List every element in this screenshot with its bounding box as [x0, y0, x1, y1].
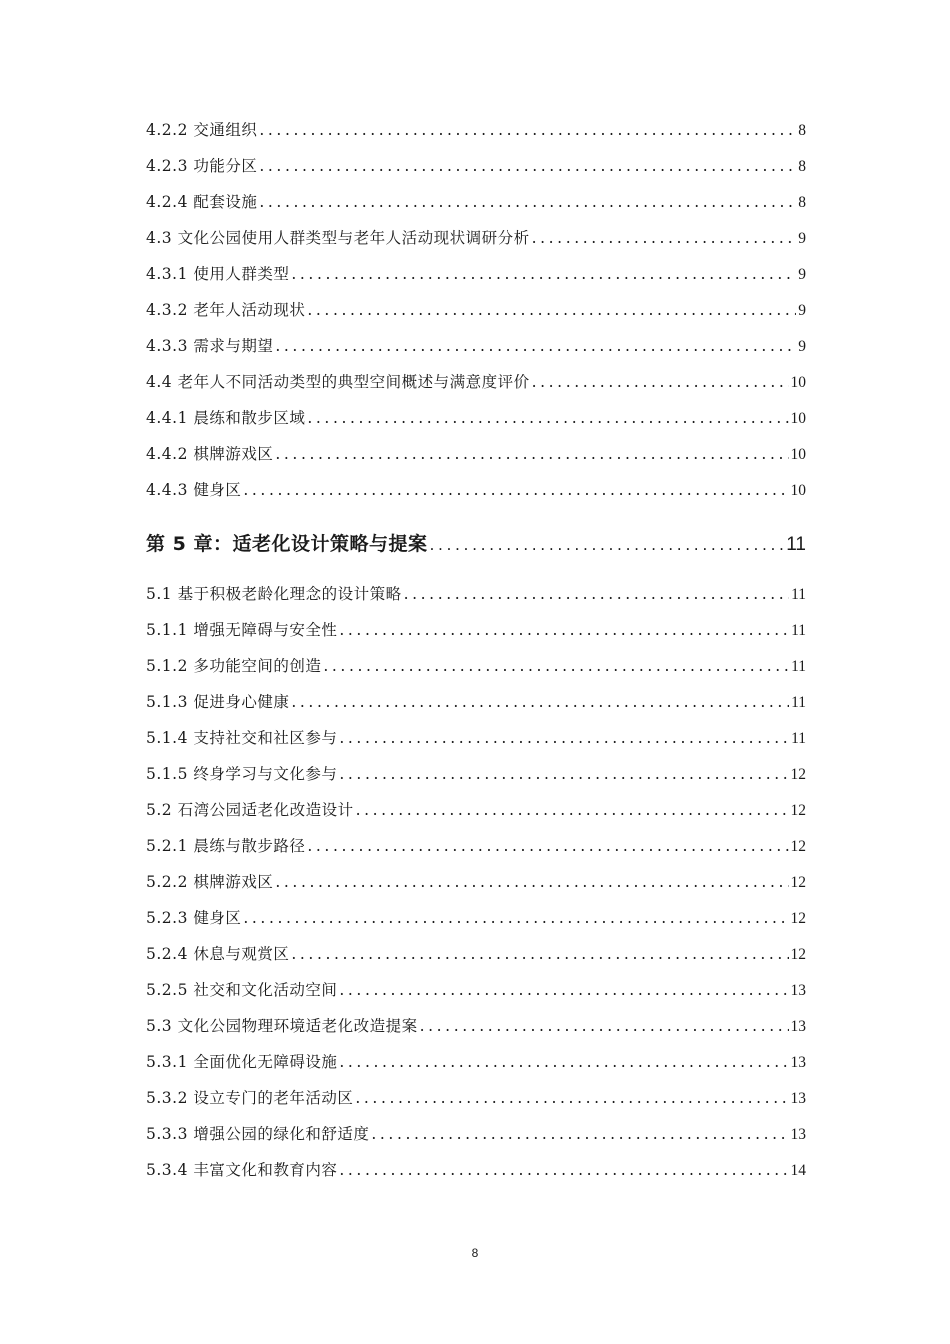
toc-leader-dots [243, 900, 788, 936]
table-of-contents [146, 112, 806, 1188]
toc-entry-title: 5.2.4 休息与观赏区 [146, 945, 290, 963]
toc-leader-dots [339, 720, 789, 756]
toc-entry[interactable] [146, 184, 806, 220]
toc-leader-dots [307, 292, 796, 328]
toc-entry-page: 8 [798, 194, 806, 211]
toc-leader-dots [259, 184, 796, 220]
toc-entry-title: 5.2.2 棋牌游戏区 [146, 873, 274, 891]
toc-entry[interactable] [146, 828, 806, 864]
toc-entry[interactable] [146, 436, 806, 472]
toc-entry-title: 4.3 文化公园使用人群类型与老年人活动现状调研分析 [146, 229, 530, 247]
toc-leader-dots [307, 828, 788, 864]
toc-entry-title: 5.3.2 设立专门的老年活动区 [146, 1089, 354, 1107]
toc-entry-title: 5.3.3 增强公园的绿化和舒适度 [146, 1125, 370, 1143]
toc-entry[interactable] [146, 612, 806, 648]
toc-entry-title: 4.3.3 需求与期望 [146, 337, 274, 355]
toc-entry-title: 4.3.1 使用人群类型 [146, 265, 290, 283]
toc-entry-page: 11 [791, 622, 806, 639]
toc-entry-page: 13 [790, 1018, 806, 1035]
toc-entry-title: 5.1.2 多功能空间的创造 [146, 657, 322, 675]
toc-leader-dots [355, 1080, 788, 1116]
toc-leader-dots [291, 936, 788, 972]
toc-entry-page: 9 [798, 302, 806, 319]
toc-leader-dots [404, 576, 789, 612]
toc-leader-dots [420, 1008, 789, 1044]
toc-entry-title: 5.1.4 支持社交和社区参与 [146, 729, 338, 747]
toc-entry-title: 5.3 文化公园物理环境适老化改造提案 [146, 1017, 418, 1035]
toc-entry-page: 13 [790, 1090, 806, 1107]
toc-entry-title: 4.4.2 棋牌游戏区 [146, 445, 274, 463]
toc-entry-page: 14 [790, 1162, 806, 1179]
toc-leader-dots [532, 220, 797, 256]
toc-entry[interactable] [146, 1116, 806, 1152]
toc-entry-page: 8 [798, 122, 806, 139]
toc-entry-title: 5.1.5 终身学习与文化参与 [146, 765, 338, 783]
toc-entry-title: 4.2.4 配套设施 [146, 193, 258, 211]
toc-leader-dots [291, 684, 789, 720]
toc-entry-page: 12 [790, 946, 806, 963]
toc-entry[interactable] [146, 328, 806, 364]
toc-entry-title: 5.3.4 丰富文化和教育内容 [146, 1161, 338, 1179]
toc-leader-dots [259, 148, 796, 184]
toc-entry-page: 13 [790, 1054, 806, 1071]
toc-entry[interactable] [146, 1008, 806, 1044]
toc-leader-dots [339, 972, 788, 1008]
toc-entry-page: 12 [790, 838, 806, 855]
toc-entry-page: 10 [790, 374, 806, 391]
toc-entry-title: 5.1.1 增强无障碍与安全性 [146, 621, 338, 639]
toc-entry[interactable] [146, 576, 806, 612]
toc-entry-title: 5.2.5 社交和文化活动空间 [146, 981, 338, 999]
toc-leader-dots [339, 612, 789, 648]
toc-entry-title: 5.1.3 促进身心健康 [146, 693, 290, 711]
toc-entry[interactable] [146, 864, 806, 900]
toc-leader-dots [323, 648, 789, 684]
toc-leader-dots [243, 472, 788, 508]
toc-entry-page: 11 [791, 586, 806, 603]
toc-entry[interactable] [146, 684, 806, 720]
toc-leader-dots [339, 1044, 788, 1080]
toc-entry-title: 5.3.1 全面优化无障碍设施 [146, 1053, 338, 1071]
toc-entry[interactable] [146, 256, 806, 292]
toc-leader-dots [371, 1116, 788, 1152]
toc-chapter-page: 11 [786, 534, 806, 555]
toc-leader-dots [307, 400, 788, 436]
toc-entry[interactable] [146, 936, 806, 972]
toc-entry[interactable] [146, 112, 806, 148]
toc-entry[interactable] [146, 400, 806, 436]
toc-entry-page: 13 [790, 1126, 806, 1143]
toc-leader-dots [339, 1152, 788, 1188]
toc-entry[interactable] [146, 720, 806, 756]
toc-entry-page: 9 [798, 266, 806, 283]
toc-entry-page: 8 [798, 158, 806, 175]
page-number: 8 [471, 1246, 479, 1260]
toc-entry-page: 10 [790, 410, 806, 427]
toc-entry-title: 5.2 石湾公园适老化改造设计 [146, 801, 354, 819]
toc-entry-page: 11 [791, 694, 806, 711]
toc-leader-dots [429, 515, 784, 575]
toc-entry-page: 12 [790, 874, 806, 891]
toc-entry-page: 12 [790, 802, 806, 819]
toc-entry[interactable] [146, 792, 806, 828]
toc-leader-dots [339, 756, 788, 792]
toc-leader-dots [356, 792, 789, 828]
toc-entry-page: 12 [790, 910, 806, 927]
toc-leader-dots [291, 256, 796, 292]
toc-leader-dots [275, 864, 788, 900]
toc-entry-page: 9 [798, 338, 806, 355]
toc-entry-title: 4.2.2 交通组织 [146, 121, 258, 139]
toc-entry[interactable] [146, 648, 806, 684]
toc-entry-page: 11 [791, 658, 806, 675]
toc-entry-title: 4.4.1 晨练和散步区域 [146, 409, 306, 427]
toc-leader-dots [532, 364, 789, 400]
toc-entry[interactable] [146, 292, 806, 328]
toc-leader-dots [259, 112, 796, 148]
toc-entry-title: 5.1 基于积极老龄化理念的设计策略 [146, 585, 402, 603]
toc-leader-dots [275, 436, 788, 472]
toc-entry-page: 10 [790, 482, 806, 499]
toc-entry-title: 4.4.3 健身区 [146, 481, 242, 499]
toc-entry-page: 10 [790, 446, 806, 463]
toc-entry[interactable] [146, 472, 806, 508]
toc-entry-title: 5.2.1 晨练与散步路径 [146, 837, 306, 855]
toc-entry-page: 9 [798, 230, 806, 247]
toc-entry-title: 4.4 老年人不同活动类型的典型空间概述与满意度评价 [146, 373, 530, 391]
toc-entry[interactable] [146, 900, 806, 936]
toc-entry[interactable] [146, 148, 806, 184]
toc-leader-dots [275, 328, 796, 364]
toc-entry[interactable] [146, 1080, 806, 1116]
toc-entry[interactable] [146, 1044, 806, 1080]
toc-entry-title: 4.3.2 老年人活动现状 [146, 301, 306, 319]
toc-chapter-title: 第 5 章：适老化设计策略与提案 [146, 533, 428, 555]
toc-entry-page: 12 [790, 766, 806, 783]
toc-entry-title: 5.2.3 健身区 [146, 909, 242, 927]
toc-entry[interactable] [146, 1152, 806, 1188]
toc-entry-page: 11 [791, 730, 806, 747]
toc-entry-page: 13 [790, 982, 806, 999]
toc-entry-title: 4.2.3 功能分区 [146, 157, 258, 175]
toc-entry[interactable] [146, 220, 806, 256]
toc-chapter-entry[interactable] [146, 514, 806, 574]
toc-entry[interactable] [146, 364, 806, 400]
toc-entry[interactable] [146, 756, 806, 792]
toc-entry[interactable] [146, 972, 806, 1008]
